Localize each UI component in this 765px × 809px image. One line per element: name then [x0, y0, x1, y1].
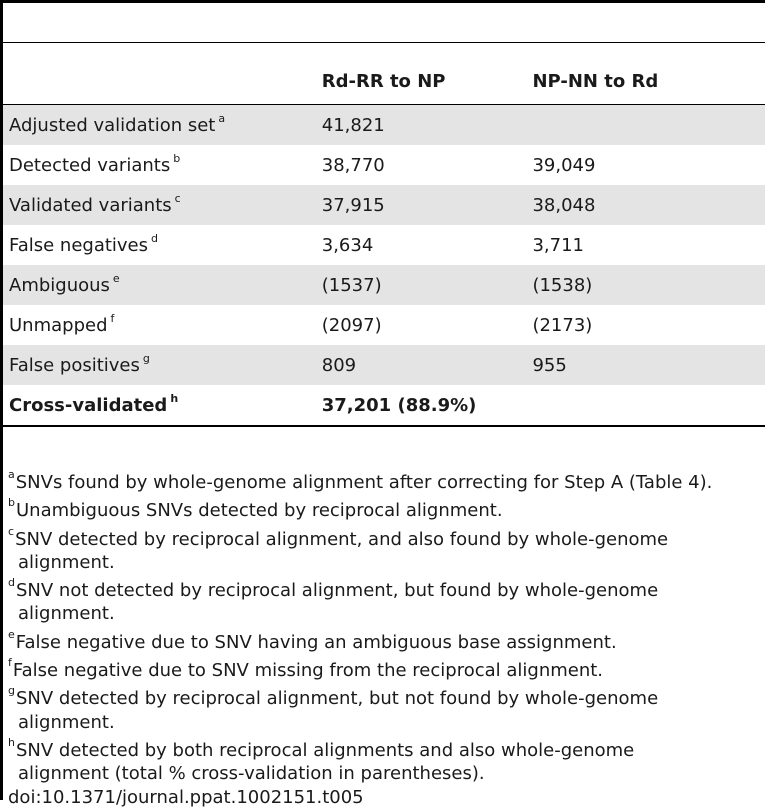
row-label-text: Ambiguous	[9, 275, 110, 296]
footnote-mark: a	[8, 468, 15, 481]
table-row	[3, 265, 765, 305]
footnote-text: False negative due to SNV having an ambiguous base assignment.	[15, 631, 617, 653]
footnote	[8, 466, 760, 494]
footnotes	[8, 466, 760, 809]
footnote-mark: f	[8, 656, 12, 670]
results-table	[3, 59, 765, 427]
row-label	[3, 345, 322, 385]
footnote	[8, 626, 760, 654]
column-header-rd-rr-to-np: Rd-RR to NP	[321, 71, 446, 92]
doi-link[interactable]: doi:10.1371/journal.ppat.1002151.t005	[8, 786, 364, 808]
cell-np-nn-to-rd: 3,711	[532, 234, 584, 256]
cell-rd-rr-to-np: 37,201 (88.9%)	[321, 394, 477, 416]
table-header-row	[3, 59, 765, 105]
cell-np-nn-to-rd	[532, 105, 765, 146]
table-row	[3, 225, 765, 265]
cell-np-nn-to-rd: 955	[532, 345, 765, 385]
row-label-text: Cross-validated	[9, 395, 168, 416]
cell-rd-rr-to-np: 41,821	[322, 105, 533, 146]
table-row	[3, 305, 765, 345]
row-label	[3, 185, 322, 225]
footnote	[8, 494, 760, 522]
row-label	[3, 145, 322, 185]
cell-np-nn-to-rd: 38,048	[532, 185, 765, 225]
cell-rd-rr-to-np: 3,634	[321, 234, 374, 256]
footnote	[8, 734, 760, 786]
header-rule	[0, 42, 765, 43]
footnote-marker: e	[112, 272, 120, 285]
footnote-mark: d	[8, 576, 15, 590]
footnote	[8, 574, 760, 626]
footnote-text: SNV detected by reciprocal alignment, but not found by whole-genome	[15, 688, 659, 710]
footnote-marker: b	[173, 152, 181, 165]
footnote-marker: h	[170, 392, 179, 405]
footnote-marker: c	[174, 192, 181, 205]
row-label	[3, 225, 322, 265]
footnote-text: Unambiguous SNVs detected by reciprocal alignment.	[15, 500, 503, 522]
footnote-mark: b	[8, 496, 15, 510]
cell-rd-rr-to-np: (1537)	[322, 265, 533, 305]
row-label	[3, 385, 322, 426]
cell-np-nn-to-rd: (1538)	[532, 265, 765, 305]
cell-rd-rr-to-np: 37,915	[322, 185, 533, 225]
column-header-label	[3, 59, 322, 105]
table-row	[3, 105, 765, 146]
footnote-mark: h	[8, 735, 15, 749]
footnote	[8, 682, 760, 734]
table-row	[3, 185, 765, 225]
footnote-marker: g	[142, 352, 150, 365]
cell-np-nn-to-rd	[532, 385, 765, 426]
row-label	[3, 265, 322, 305]
footnote-mark: g	[8, 684, 15, 698]
footnote-text: SNV detected by both reciprocal alignments and also whole-genome	[15, 739, 635, 761]
cell-rd-rr-to-np: (2097)	[321, 314, 382, 336]
row-label-text: Unmapped	[9, 315, 108, 336]
footnote-marker: f	[110, 312, 115, 325]
footnote-text: SNVs found by whole-genome alignment after correcting for Step A (Table 4).	[15, 472, 713, 493]
cell-rd-rr-to-np: 38,770	[321, 154, 385, 176]
row-label-text: Validated variants	[9, 195, 172, 216]
footnote-marker: d	[151, 232, 158, 245]
footnote-continuation: alignment.	[18, 551, 115, 573]
table-row	[3, 145, 765, 185]
row-label-text: False positives	[9, 355, 140, 376]
footnote-text: SNV detected by reciprocal alignment, and also found by whole-genome	[15, 528, 669, 550]
footnote-text: SNV not detected by reciprocal alignment, but found by whole-genome	[15, 580, 659, 602]
row-label	[3, 105, 322, 146]
footnote-mark: e	[8, 627, 15, 641]
row-label-text: Adjusted validation set	[9, 115, 216, 136]
cell-np-nn-to-rd: (2173)	[532, 314, 593, 336]
row-label-text: False negatives	[9, 235, 149, 256]
footnote-continuation: alignment (total % cross-validation in parentheses).	[18, 763, 485, 785]
row-label-text: Detected variants	[9, 155, 171, 176]
footnote-mark: c	[8, 524, 15, 538]
column-header-np-nn-to-rd: NP-NN to Rd	[532, 71, 659, 92]
table-row	[3, 345, 765, 385]
cell-rd-rr-to-np: 809	[322, 345, 533, 385]
table-row-total	[3, 385, 765, 426]
footnote-continuation: alignment.	[18, 711, 115, 733]
row-label	[3, 305, 322, 345]
footnote	[8, 654, 760, 682]
footnote-continuation: alignment.	[18, 603, 115, 625]
footnote-text: False negative due to SNV missing from the reciprocal alignment.	[12, 660, 604, 682]
footnote	[8, 523, 760, 575]
top-rule	[0, 0, 765, 3]
footnote-marker: a	[218, 112, 226, 125]
cell-np-nn-to-rd: 39,049	[532, 154, 596, 176]
